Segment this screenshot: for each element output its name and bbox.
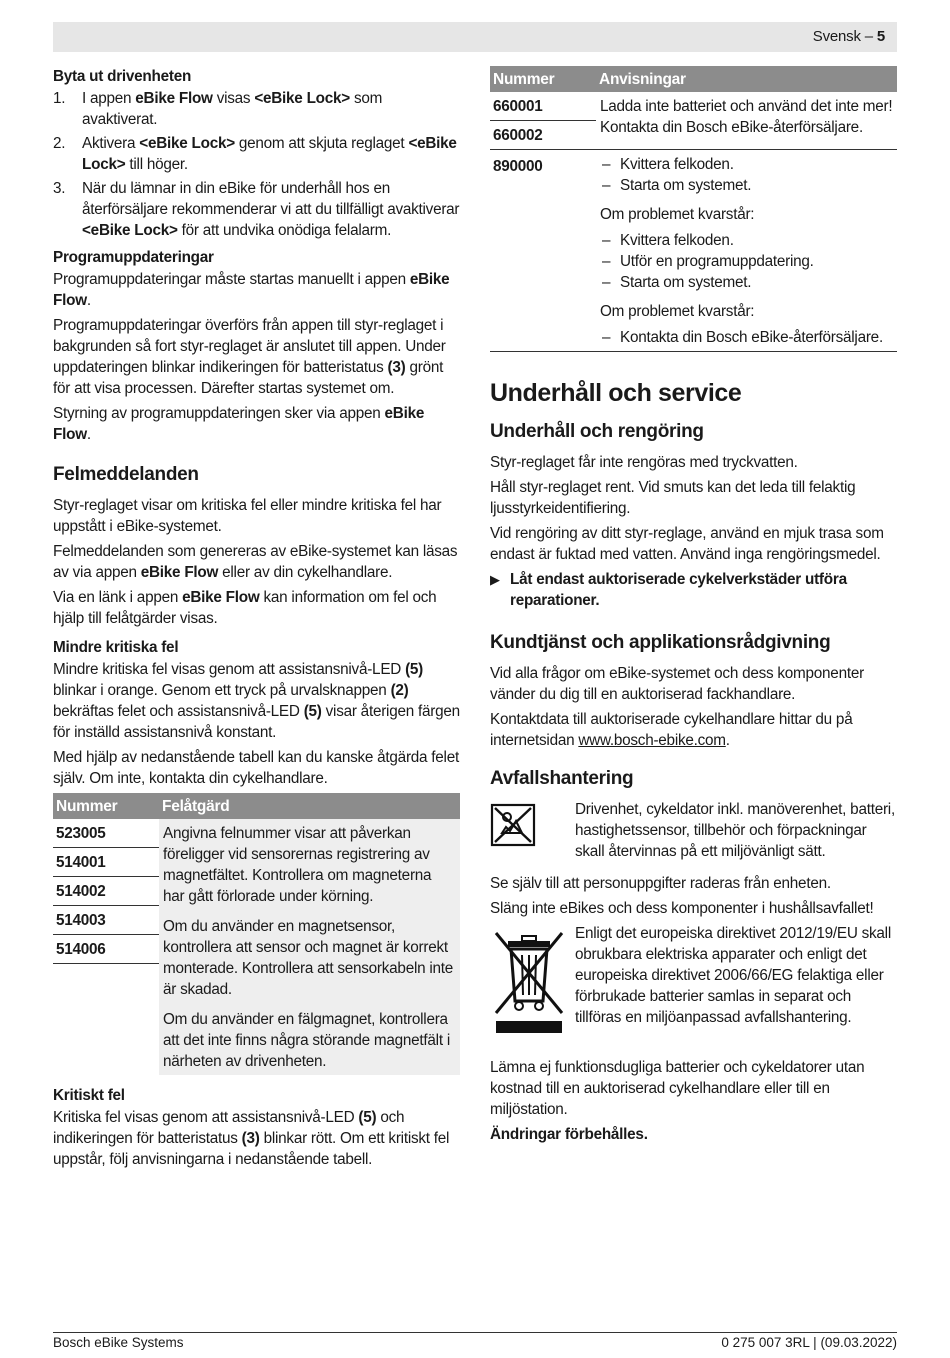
table-header-number: Nummer bbox=[53, 793, 159, 819]
crossed-bin-icon bbox=[490, 927, 568, 1037]
footer-rule bbox=[53, 1332, 897, 1333]
step-text: Aktivera bbox=[82, 135, 140, 152]
dash-item bbox=[600, 327, 893, 348]
triangle-bullet-icon: ▶ bbox=[490, 572, 500, 587]
section-title-minor-errors: Mindre kritiska fel bbox=[53, 639, 179, 656]
text: grönt för att visa processen. Därefter startas systemet om. bbox=[53, 359, 444, 397]
paragraph: Lämna ej funktionsdugliga batterier och cykeldatorer utan kostnad till en auktoriserad cykelhandlare eller till en miljöstation. bbox=[490, 1059, 865, 1118]
text: blinkar i orange. Genom ett tryck på urvalsknappen bbox=[53, 682, 391, 699]
dash-text: Kontakta din Bosch eBike-återförsäljare. bbox=[620, 329, 883, 346]
step-bold: <eBike Lock> bbox=[254, 90, 350, 107]
text: Kontaktdata till auktoriserade cykelhandlare hittar du på internetsidan bbox=[490, 711, 853, 749]
table-row bbox=[490, 150, 897, 352]
drive-unit-steps bbox=[53, 88, 460, 241]
text: eller av din cykelhandlare. bbox=[218, 564, 393, 581]
page-header bbox=[53, 22, 897, 52]
error-code: 660002 bbox=[493, 127, 543, 144]
text: och indikeringen för batteristatus bbox=[53, 1109, 405, 1147]
action-cell bbox=[159, 819, 460, 1075]
dash-mark: – bbox=[602, 177, 611, 194]
step-bold: <eBike Lock> bbox=[82, 222, 178, 239]
dash-text: Kvittera felkoden. bbox=[620, 156, 734, 173]
code-cell bbox=[53, 819, 159, 1075]
step-text: I appen bbox=[82, 90, 136, 107]
dash-mark: – bbox=[602, 253, 611, 270]
text-bold: (5) bbox=[303, 703, 322, 720]
paragraph bbox=[490, 709, 897, 751]
changes-reserved: Ändringar förbehålles. bbox=[490, 1126, 648, 1143]
section-title-critical-error: Kritiskt fel bbox=[53, 1087, 125, 1104]
text-bold: (2) bbox=[390, 682, 409, 699]
action-text: Om du använder en magnetsensor, kontrollera att sensor och magnet är korrekt monterade. Kontrollera att sensorkabeln inte är skadad. bbox=[163, 918, 454, 998]
text-bold: eBike Flow bbox=[53, 271, 450, 309]
bullet-text: Låt endast auktoriserade cykelverkstäder utföra reparationer. bbox=[510, 571, 847, 609]
instruction-list bbox=[600, 327, 893, 348]
table-header-action: Felåtgärd bbox=[159, 793, 460, 819]
paragraph: Vid alla frågor om eBike-systemet och dess komponenter vänder du dig till en auktoriserad fackhandlare. bbox=[490, 665, 864, 703]
text: Programuppdateringar överförs från appen till styr-reglaget i bakgrunden så fort styr-reglaget är anslutet till appen. Under uppdateringen blinkar indikeringen för batteristatus bbox=[53, 317, 446, 376]
instruction-text: Ladda inte batteriet och använd det inte mer! bbox=[600, 98, 893, 115]
paragraph: Med hjälp av nedanstående tabell kan du kanske åtgärda felet själv. Om inte, kontakta din cykelhandlare. bbox=[53, 749, 459, 787]
paragraph bbox=[53, 315, 460, 399]
table-header-instructions: Anvisningar bbox=[596, 66, 897, 92]
dash-item bbox=[600, 175, 893, 196]
section-title-drive-unit: Byta ut drivenheten bbox=[53, 68, 192, 85]
text-bold: (3) bbox=[241, 1130, 260, 1147]
paragraph: Håll styr-reglaget rent. Vid smuts kan det leda till felaktig ljusstyrkeidentifiering. bbox=[490, 479, 856, 517]
step-text: visas bbox=[212, 90, 255, 107]
dash-item bbox=[600, 154, 893, 175]
text: Felmeddelanden som genereras av eBike-systemet kan läsas av via appen bbox=[53, 543, 458, 581]
website-link[interactable]: www.bosch-ebike.com bbox=[578, 732, 726, 749]
header-language: Svensk bbox=[812, 28, 861, 45]
step-item bbox=[53, 178, 460, 241]
text: bekräftas felet och assistansnivå-LED bbox=[53, 703, 304, 720]
heading-customer-service: Kundtjänst och applikationsrådgivning bbox=[490, 632, 831, 653]
instruction-list bbox=[600, 230, 893, 293]
paragraph bbox=[53, 1107, 460, 1170]
text-bold: eBike Flow bbox=[182, 589, 260, 606]
heading-maintenance-cleaning: Underhåll och rengöring bbox=[490, 421, 704, 442]
step-text: för att undvika onödiga felalarm. bbox=[177, 222, 392, 239]
instruction-text: Kontakta din Bosch eBike-återförsäljare. bbox=[600, 119, 863, 136]
paragraph: Se själv till att personuppgifter raderas från enheten. bbox=[490, 875, 831, 892]
text: Styrning av programuppdateringen sker via appen bbox=[53, 405, 385, 422]
disposal-text: Drivenhet, cykeldator inkl. manöverenhet, batteri, hastighetssensor, tillbehör och förpackningar skall återvinnas på ett miljövänligt sätt. bbox=[575, 801, 895, 860]
header-separator: – bbox=[860, 28, 877, 45]
dash-mark: – bbox=[602, 329, 611, 346]
dash-item bbox=[600, 272, 893, 293]
text-bold: eBike Flow bbox=[53, 405, 425, 443]
code-cell bbox=[490, 92, 596, 150]
text: Via en länk i appen bbox=[53, 589, 183, 606]
left-column bbox=[53, 66, 460, 1174]
text: blinkar rött. Om ett kritiskt fel uppstår, följ anvisningarna i nedanstående tabell. bbox=[53, 1130, 450, 1168]
paragraph bbox=[53, 587, 460, 629]
error-code: 514001 bbox=[53, 848, 159, 877]
text-bold: (5) bbox=[358, 1109, 377, 1126]
text: . bbox=[86, 292, 91, 309]
disposal-packaging-block bbox=[490, 799, 897, 869]
error-code: 514003 bbox=[53, 906, 159, 935]
header-page-number: 5 bbox=[876, 28, 885, 45]
table-row bbox=[490, 92, 897, 150]
step-item bbox=[53, 133, 460, 175]
paragraph bbox=[53, 269, 460, 311]
text: . bbox=[725, 732, 730, 749]
text: visar återigen färgen för inställd assistansnivå konstant. bbox=[53, 703, 460, 741]
text: Mindre kritiska fel visas genom att assistansnivå-LED bbox=[53, 661, 406, 678]
step-number: 2. bbox=[53, 135, 66, 152]
header-page-label bbox=[813, 28, 885, 45]
footer-company: Bosch eBike Systems bbox=[53, 1335, 184, 1350]
step-number: 3. bbox=[53, 180, 66, 197]
step-bold: eBike Flow bbox=[135, 90, 213, 107]
table-header-number: Nummer bbox=[490, 66, 596, 92]
dash-mark: – bbox=[602, 232, 611, 249]
heading-error-messages: Felmeddelanden bbox=[53, 464, 199, 485]
dash-item bbox=[600, 230, 893, 251]
text-bold: (3) bbox=[387, 359, 406, 376]
instruction-text: Om problemet kvarstår: bbox=[600, 303, 755, 320]
footer-document-id: 0 275 007 3RL | (09.03.2022) bbox=[721, 1335, 897, 1350]
code-cell bbox=[490, 150, 596, 352]
heading-disposal: Avfallshantering bbox=[490, 768, 634, 789]
instruction-cell bbox=[596, 150, 897, 352]
paragraph bbox=[53, 403, 460, 445]
table-header-row bbox=[53, 793, 460, 819]
error-code: 523005 bbox=[53, 819, 159, 848]
dash-text: Starta om systemet. bbox=[620, 274, 752, 291]
step-text: genom att skjuta reglaget bbox=[234, 135, 409, 152]
right-column bbox=[490, 66, 897, 1146]
instruction-text: Om problemet kvarstår: bbox=[600, 206, 755, 223]
step-bold: <eBike Lock> bbox=[82, 135, 457, 173]
step-number: 1. bbox=[53, 90, 66, 107]
dash-text: Utför en programuppdatering. bbox=[620, 253, 814, 270]
error-code: 514002 bbox=[53, 877, 159, 906]
text: . bbox=[86, 426, 91, 443]
step-item bbox=[53, 88, 460, 130]
warning-bullet bbox=[490, 569, 897, 611]
step-text: till höger. bbox=[125, 156, 188, 173]
instruction-list bbox=[600, 154, 893, 196]
weee-directive-block bbox=[490, 923, 897, 1053]
instruction-cell bbox=[596, 92, 897, 150]
paragraph: Släng inte eBikes och dess komponenter i hushållsavfallet! bbox=[490, 900, 874, 917]
paragraph bbox=[53, 541, 460, 583]
text-bold: eBike Flow bbox=[140, 564, 219, 581]
table-header-row bbox=[490, 66, 897, 92]
text: Programuppdateringar måste startas manuellt i appen bbox=[53, 271, 410, 288]
dash-item bbox=[600, 251, 893, 272]
critical-error-table bbox=[490, 66, 897, 352]
no-household-waste-icon bbox=[490, 803, 536, 847]
table-row bbox=[53, 819, 460, 1075]
dash-text: Kvittera felkoden. bbox=[620, 232, 734, 249]
paragraph: Styr-reglaget visar om kritiska fel eller mindre kritiska fel har uppstått i eBike-systemet. bbox=[53, 497, 442, 535]
paragraph: Styr-reglaget får inte rengöras med tryckvatten. bbox=[490, 454, 798, 471]
dash-text: Starta om systemet. bbox=[620, 177, 752, 194]
error-code: 660001 bbox=[490, 92, 596, 121]
error-code: 514006 bbox=[53, 935, 159, 964]
text: Kritiska fel visas genom att assistansnivå-LED bbox=[53, 1109, 359, 1126]
dash-mark: – bbox=[602, 274, 611, 291]
text-bold: (5) bbox=[405, 661, 424, 678]
dash-mark: – bbox=[602, 156, 611, 173]
step-bold: <eBike Lock> bbox=[139, 135, 235, 152]
text: kan information om fel och hjälp till felåtgärder visas. bbox=[53, 589, 437, 627]
step-text: som avaktiverat. bbox=[82, 90, 383, 128]
paragraph bbox=[53, 659, 460, 743]
action-text: Om du använder en fälgmagnet, kontrollera att det inte finns några störande magnetfält i närheten av drivenheten. bbox=[163, 1011, 450, 1070]
minor-error-table bbox=[53, 793, 460, 1075]
section-title-updates: Programuppdateringar bbox=[53, 249, 214, 266]
error-code: 890000 bbox=[493, 158, 543, 175]
weee-text: Enligt det europeiska direktivet 2012/19/EU skall obrukbara elektriska apparater och enligt det europeiska direktivet 2006/66/EG felaktiga eller förbrukade batterier samlas in separat och tillföras en miljöanpassad avfallshantering. bbox=[575, 925, 891, 1026]
heading-maintenance-service: Underhåll och service bbox=[490, 379, 742, 407]
paragraph: Vid rengöring av ditt styr-reglage, använd en mjuk trasa som endast är fuktad med vatten. Använd inga rengöringsmedel. bbox=[490, 525, 884, 563]
step-text: När du lämnar in din eBike för underhåll hos en återförsäljare rekommenderar vi att du tillfälligt avaktiverar bbox=[82, 180, 460, 218]
action-text: Angivna felnummer visar att påverkan föreligger vid sensorernas registrering av magnetfältet. Kontrollera om magneterna har gått förlorade under körning. bbox=[163, 825, 432, 905]
